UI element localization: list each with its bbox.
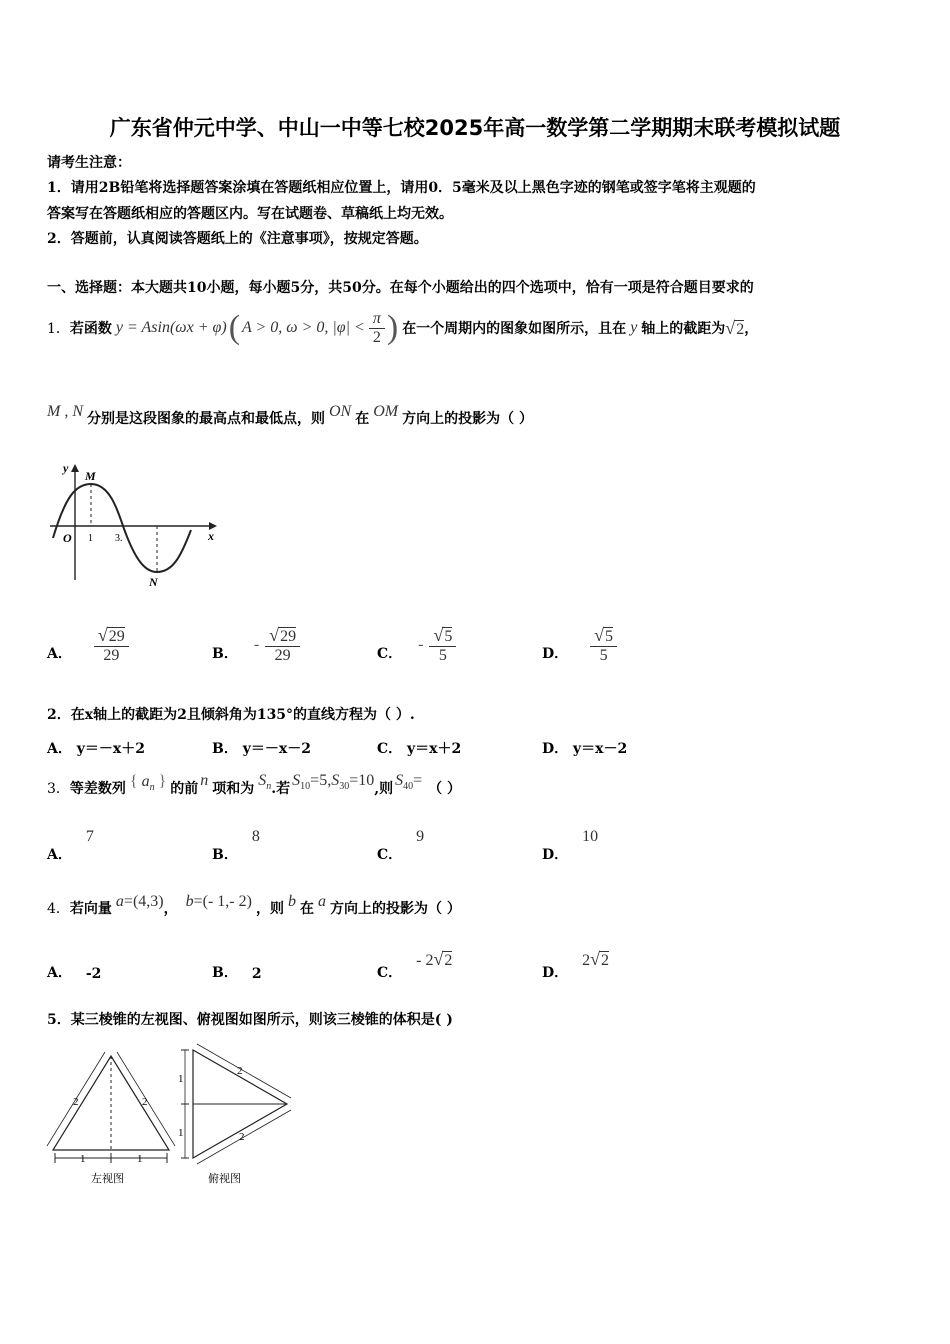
top-view-2-top: 2 [237, 1065, 243, 1077]
graph-y-label: y [63, 461, 69, 475]
q1-sine-graph [45, 460, 225, 590]
left-view-2-right: 2 [142, 1096, 148, 1108]
left-view-1-right: 1 [137, 1153, 143, 1165]
q1-cond: A > 0, ω > 0, |φ| < [242, 319, 365, 336]
q1-mn: M , N [47, 403, 83, 420]
q4-option-b[interactable]: B． 2 [212, 965, 262, 982]
q3-option-b[interactable]: B． 8 [212, 828, 260, 863]
q5-stem: 5．某三棱锥的左视图、俯视图如图所示，则该三棱锥的体积是( ) [47, 1012, 453, 1028]
left-view-caption: 左视图 [91, 1173, 124, 1185]
top-view-1-bottom: 1 [178, 1127, 184, 1139]
notice-heading: 请考生注意： [47, 155, 131, 171]
left-view-1-left: 1 [80, 1153, 86, 1165]
sine-curve [53, 484, 191, 572]
q1-option-d[interactable]: D． $\frac{√5}{5}$ [542, 620, 617, 670]
q2-option-a[interactable]: A． y＝－x＋2 [47, 741, 145, 757]
q1-yvar: y [630, 319, 638, 336]
section-heading: 一、选择题：本大题共10小题，每小题5分，共50分。在每个小题给出的四个选项中，恰有一项是符合题目要求的 [47, 280, 754, 296]
notice-line2: 2．答题前，认真阅读答题纸上的《注意事项》，按规定答题。 [47, 231, 428, 247]
y-arrow [71, 464, 79, 472]
q2-stem: 2．在x轴上的截距为2且倾斜角为135°的直线方程为（ ）. [47, 707, 415, 723]
graph-m-label: M [85, 469, 96, 483]
notice-line1b: 答案写在答题纸相应的答题区内。写在试题卷、草稿纸上均无效。 [47, 206, 453, 222]
q1-option-c[interactable]: C． - $\frac{√5}{5}$ [377, 620, 456, 670]
q4-option-a[interactable]: A． -2 [47, 965, 102, 982]
graph-tick-3: 3. [115, 533, 123, 544]
q2-option-c[interactable]: C． y＝x＋2 [377, 741, 462, 757]
q1-end: ， [744, 321, 759, 337]
graph-x-label: x [208, 529, 214, 543]
graph-n-label: N [149, 575, 158, 589]
q2-option-d[interactable]: D． y＝x－2 [542, 741, 628, 757]
q1-line2c: 方向上的投影为（ ） [402, 411, 533, 427]
top-view-1-top: 1 [178, 1073, 184, 1085]
q2-option-b[interactable]: B． y＝－x－2 [212, 741, 311, 757]
q1-on: ON [329, 403, 352, 420]
q1-mid: 在一个周期内的图象如图所示，且在 [402, 321, 627, 337]
graph-tick-1: 1 [88, 533, 93, 544]
q1-om: OM [373, 403, 399, 420]
q5-top-view [175, 1042, 305, 1190]
q1-option-a[interactable]: A． $\frac{√29}{29}$ [47, 620, 129, 670]
q1-root: √2 [725, 317, 745, 338]
notice-line1a: 1．请用2B铅笔将选择题答案涂填在答题纸相应位置上，请用0．5毫米及以上黑色字迹的钢笔或签字笔将主观题的 [47, 180, 756, 196]
q5-left-view [45, 1048, 180, 1190]
q3-stem: 3． 等差数列 { $a_n$ } 的前 n 项和为 S $_n$ .若 S $_{10}$ =5, S $_{30}$ =10 ,则 S $_{40}$ = （ ） [47, 772, 462, 797]
q1-cond-frac: $\frac{\pi}{2}$ [369, 310, 385, 347]
q1-func: y = Asin(ωx + φ) [115, 319, 227, 336]
q1-option-b[interactable]: B． - $\frac{√29}{29}$ [212, 620, 300, 670]
q4-option-c[interactable]: C． - 2 √2 [377, 949, 453, 981]
q1-line2a: 分别是这段图象的最高点和最低点，则 [87, 411, 325, 427]
q1-mid2: 轴上的截距为 [641, 321, 726, 337]
q1-stem: 1． 若函数 y = Asin(ωx + φ) ( A > 0, ω > 0, |φ| < $\frac{\pi}{2}$ ) 在一个周期内的图象如图所示，且在 y 轴上的截距为 √2 ， [47, 309, 759, 346]
graph-o-label: O [63, 531, 72, 545]
q3-option-c[interactable]: C． 9 [377, 828, 425, 863]
q1-number: 1． [47, 321, 70, 337]
left-view-2-left: 2 [73, 1096, 79, 1108]
q4-option-d[interactable]: D． 2 √2 [542, 949, 610, 981]
q1-pre: 若函数 [69, 321, 112, 337]
q3-option-a[interactable]: A． 7 [47, 828, 94, 863]
top-view-2-bottom: 2 [239, 1131, 245, 1143]
q3-option-d[interactable]: D． 10 [542, 828, 599, 863]
q4-stem: 4． 若向量 a =(4,3) ， b =(- 1,- 2) ，则 b 在 a 方向上的投影为（ ） [47, 893, 461, 917]
q1-stem-2 [47, 402, 533, 434]
top-view-caption: 俯视图 [208, 1173, 241, 1185]
page-title: 广东省仲元中学、中山一中等七校2025年高一数学第二学期期末联考模拟试题 [109, 116, 841, 140]
q1-line2b: 在 [355, 411, 370, 427]
